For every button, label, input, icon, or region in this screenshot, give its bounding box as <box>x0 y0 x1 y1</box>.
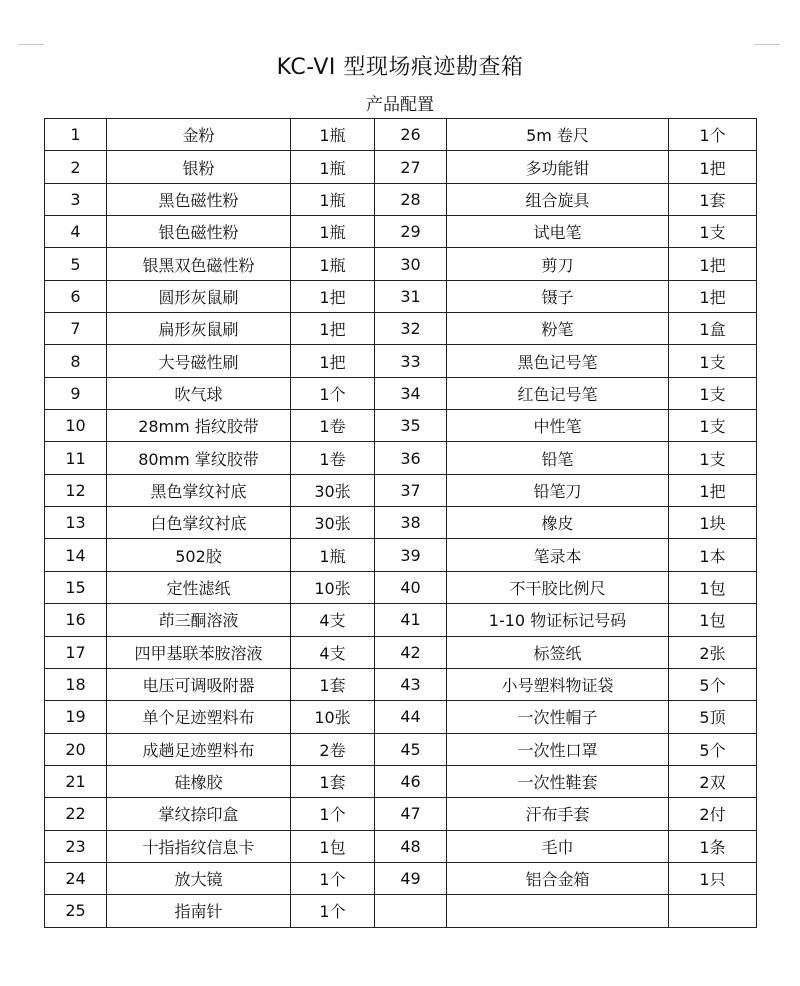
right-item-quantity-cell: 1支 <box>669 410 757 442</box>
right-item-number-cell: 38 <box>375 507 447 539</box>
left-item-name-cell: 黑色磁性粉 <box>107 183 291 215</box>
table-row <box>45 313 757 345</box>
left-item-quantity-cell: 1瓶 <box>291 539 375 571</box>
right-item-quantity-cell: 1支 <box>669 345 757 377</box>
right-item-name-cell: 镊子 <box>447 280 669 312</box>
right-item-name-cell: 剪刀 <box>447 248 669 280</box>
left-item-name-cell: 茚三酮溶液 <box>107 604 291 636</box>
product-config-table <box>44 118 757 928</box>
left-item-number-cell: 15 <box>45 571 107 603</box>
table-row <box>45 604 757 636</box>
left-item-name-cell: 扁形灰鼠刷 <box>107 313 291 345</box>
document-title: KC-VI 型现场痕迹勘查箱 <box>276 55 524 80</box>
left-item-name-cell: 硅橡胶 <box>107 765 291 797</box>
left-item-quantity-cell: 1瓶 <box>291 183 375 215</box>
right-item-number-cell: 48 <box>375 830 447 862</box>
left-item-quantity-cell: 1瓶 <box>291 151 375 183</box>
left-item-number-cell: 19 <box>45 701 107 733</box>
left-item-name-cell: 银色磁性粉 <box>107 216 291 248</box>
right-item-quantity-cell: 1块 <box>669 507 757 539</box>
right-item-quantity-cell: 1把 <box>669 151 757 183</box>
left-item-name-cell: 成趟足迹塑料布 <box>107 733 291 765</box>
left-item-quantity-cell: 1把 <box>291 280 375 312</box>
right-item-name-cell: 中性笔 <box>447 410 669 442</box>
right-item-number-cell: 46 <box>375 765 447 797</box>
left-item-name-cell: 掌纹捺印盒 <box>107 798 291 830</box>
right-item-quantity-cell: 2付 <box>669 798 757 830</box>
left-item-quantity-cell: 10张 <box>291 571 375 603</box>
right-item-quantity-cell: 1把 <box>669 280 757 312</box>
right-item-number-cell: 35 <box>375 410 447 442</box>
document-subtitle: 产品配置 <box>366 95 434 115</box>
right-item-number-cell: 45 <box>375 733 447 765</box>
table-row <box>45 830 757 862</box>
left-item-name-cell: 28mm 指纹胶带 <box>107 410 291 442</box>
right-item-number-cell: 39 <box>375 539 447 571</box>
left-item-name-cell: 放大镜 <box>107 862 291 894</box>
left-item-number-cell: 14 <box>45 539 107 571</box>
right-item-number-cell: 37 <box>375 474 447 506</box>
left-item-quantity-cell: 1包 <box>291 830 375 862</box>
right-item-number-cell: 49 <box>375 862 447 894</box>
right-item-name-cell: 试电笔 <box>447 216 669 248</box>
table-body <box>45 119 757 928</box>
table-row <box>45 345 757 377</box>
left-item-number-cell: 6 <box>45 280 107 312</box>
table-row <box>45 798 757 830</box>
left-item-number-cell: 2 <box>45 151 107 183</box>
left-item-name-cell: 黑色掌纹衬底 <box>107 474 291 506</box>
left-item-name-cell: 502胶 <box>107 539 291 571</box>
left-item-number-cell: 22 <box>45 798 107 830</box>
left-item-name-cell: 指南针 <box>107 895 291 927</box>
left-item-name-cell: 十指指纹信息卡 <box>107 830 291 862</box>
right-item-quantity-cell: 2张 <box>669 636 757 668</box>
right-item-quantity-cell: 1个 <box>669 119 757 151</box>
left-item-quantity-cell: 1个 <box>291 798 375 830</box>
right-item-quantity-cell: 1条 <box>669 830 757 862</box>
right-item-number-cell: 44 <box>375 701 447 733</box>
right-item-name-cell: 毛巾 <box>447 830 669 862</box>
right-item-name-cell: 黑色记号笔 <box>447 345 669 377</box>
table-row <box>45 636 757 668</box>
left-item-number-cell: 21 <box>45 765 107 797</box>
right-item-number-cell: 32 <box>375 313 447 345</box>
left-item-quantity-cell: 1套 <box>291 765 375 797</box>
left-item-number-cell: 11 <box>45 442 107 474</box>
left-item-number-cell: 13 <box>45 507 107 539</box>
left-item-name-cell: 电压可调吸附器 <box>107 668 291 700</box>
left-item-number-cell: 9 <box>45 377 107 409</box>
table-row <box>45 151 757 183</box>
right-item-number-cell: 47 <box>375 798 447 830</box>
right-item-name-cell: 铅笔 <box>447 442 669 474</box>
left-item-name-cell: 金粉 <box>107 119 291 151</box>
left-item-name-cell: 四甲基联苯胺溶液 <box>107 636 291 668</box>
right-item-name-cell: 铅笔刀 <box>447 474 669 506</box>
right-item-name-cell: 多功能钳 <box>447 151 669 183</box>
right-item-name-cell <box>447 895 669 927</box>
left-item-number-cell: 1 <box>45 119 107 151</box>
left-item-name-cell: 80mm 掌纹胶带 <box>107 442 291 474</box>
right-item-quantity-cell: 1盒 <box>669 313 757 345</box>
left-item-number-cell: 16 <box>45 604 107 636</box>
right-item-number-cell: 33 <box>375 345 447 377</box>
corner-crop-mark-left <box>18 44 44 45</box>
right-item-name-cell: 红色记号笔 <box>447 377 669 409</box>
table-row <box>45 539 757 571</box>
table-row <box>45 216 757 248</box>
right-item-quantity-cell: 1包 <box>669 571 757 603</box>
table-row <box>45 668 757 700</box>
left-item-name-cell: 大号磁性刷 <box>107 345 291 377</box>
right-item-number-cell: 36 <box>375 442 447 474</box>
right-item-name-cell: 橡皮 <box>447 507 669 539</box>
left-item-name-cell: 定性滤纸 <box>107 571 291 603</box>
right-item-quantity-cell <box>669 895 757 927</box>
right-item-number-cell: 26 <box>375 119 447 151</box>
right-item-name-cell: 一次性鞋套 <box>447 765 669 797</box>
right-item-quantity-cell: 1只 <box>669 862 757 894</box>
left-item-number-cell: 5 <box>45 248 107 280</box>
left-item-name-cell: 白色掌纹衬底 <box>107 507 291 539</box>
left-item-number-cell: 23 <box>45 830 107 862</box>
left-item-number-cell: 8 <box>45 345 107 377</box>
left-item-number-cell: 10 <box>45 410 107 442</box>
right-item-name-cell: 1-10 物证标记号码 <box>447 604 669 636</box>
right-item-quantity-cell: 1把 <box>669 474 757 506</box>
right-item-name-cell: 标签纸 <box>447 636 669 668</box>
left-item-number-cell: 4 <box>45 216 107 248</box>
left-item-quantity-cell: 1瓶 <box>291 216 375 248</box>
left-item-quantity-cell: 30张 <box>291 474 375 506</box>
right-item-quantity-cell: 1本 <box>669 539 757 571</box>
table-row <box>45 183 757 215</box>
right-item-quantity-cell: 1把 <box>669 248 757 280</box>
left-item-quantity-cell: 4支 <box>291 636 375 668</box>
table-row <box>45 119 757 151</box>
right-item-name-cell: 组合旋具 <box>447 183 669 215</box>
left-item-quantity-cell: 1个 <box>291 862 375 894</box>
left-item-quantity-cell: 1个 <box>291 895 375 927</box>
right-item-name-cell: 铝合金箱 <box>447 862 669 894</box>
right-item-name-cell: 一次性帽子 <box>447 701 669 733</box>
right-item-quantity-cell: 5个 <box>669 668 757 700</box>
left-item-number-cell: 3 <box>45 183 107 215</box>
table-row <box>45 701 757 733</box>
left-item-number-cell: 12 <box>45 474 107 506</box>
left-item-number-cell: 24 <box>45 862 107 894</box>
right-item-name-cell: 5m 卷尺 <box>447 119 669 151</box>
left-item-name-cell: 单个足迹塑料布 <box>107 701 291 733</box>
table-row <box>45 410 757 442</box>
right-item-quantity-cell: 1支 <box>669 442 757 474</box>
right-item-quantity-cell: 2双 <box>669 765 757 797</box>
left-item-quantity-cell: 1套 <box>291 668 375 700</box>
left-item-quantity-cell: 1瓶 <box>291 119 375 151</box>
right-item-quantity-cell: 1套 <box>669 183 757 215</box>
left-item-number-cell: 17 <box>45 636 107 668</box>
right-item-number-cell: 43 <box>375 668 447 700</box>
right-item-number-cell: 28 <box>375 183 447 215</box>
left-item-quantity-cell: 30张 <box>291 507 375 539</box>
table-row <box>45 862 757 894</box>
table-row <box>45 733 757 765</box>
right-item-quantity-cell: 1支 <box>669 377 757 409</box>
right-item-quantity-cell: 5个 <box>669 733 757 765</box>
right-item-number-cell: 30 <box>375 248 447 280</box>
left-item-quantity-cell: 10张 <box>291 701 375 733</box>
right-item-number-cell <box>375 895 447 927</box>
right-item-name-cell: 笔录本 <box>447 539 669 571</box>
right-item-name-cell: 小号塑料物证袋 <box>447 668 669 700</box>
table-row <box>45 571 757 603</box>
left-item-quantity-cell: 1卷 <box>291 442 375 474</box>
left-item-number-cell: 7 <box>45 313 107 345</box>
corner-crop-mark-right <box>754 44 780 45</box>
right-item-number-cell: 40 <box>375 571 447 603</box>
table-row <box>45 280 757 312</box>
left-item-quantity-cell: 1把 <box>291 313 375 345</box>
left-item-name-cell: 银粉 <box>107 151 291 183</box>
left-item-name-cell: 圆形灰鼠刷 <box>107 280 291 312</box>
table-row <box>45 248 757 280</box>
right-item-name-cell: 一次性口罩 <box>447 733 669 765</box>
left-item-number-cell: 25 <box>45 895 107 927</box>
right-item-number-cell: 41 <box>375 604 447 636</box>
left-item-name-cell: 吹气球 <box>107 377 291 409</box>
left-item-quantity-cell: 1把 <box>291 345 375 377</box>
right-item-name-cell: 粉笔 <box>447 313 669 345</box>
left-item-name-cell: 银黑双色磁性粉 <box>107 248 291 280</box>
left-item-quantity-cell: 2卷 <box>291 733 375 765</box>
table-row <box>45 765 757 797</box>
table-row <box>45 474 757 506</box>
right-item-number-cell: 34 <box>375 377 447 409</box>
left-item-quantity-cell: 4支 <box>291 604 375 636</box>
table-row <box>45 377 757 409</box>
right-item-name-cell: 不干胶比例尺 <box>447 571 669 603</box>
left-item-number-cell: 20 <box>45 733 107 765</box>
right-item-number-cell: 29 <box>375 216 447 248</box>
table-row <box>45 442 757 474</box>
table-row <box>45 895 757 927</box>
right-item-name-cell: 汗布手套 <box>447 798 669 830</box>
right-item-quantity-cell: 1包 <box>669 604 757 636</box>
left-item-quantity-cell: 1个 <box>291 377 375 409</box>
right-item-number-cell: 31 <box>375 280 447 312</box>
right-item-quantity-cell: 1支 <box>669 216 757 248</box>
left-item-number-cell: 18 <box>45 668 107 700</box>
left-item-quantity-cell: 1瓶 <box>291 248 375 280</box>
right-item-number-cell: 27 <box>375 151 447 183</box>
right-item-quantity-cell: 5顶 <box>669 701 757 733</box>
right-item-number-cell: 42 <box>375 636 447 668</box>
table-row <box>45 507 757 539</box>
left-item-quantity-cell: 1卷 <box>291 410 375 442</box>
